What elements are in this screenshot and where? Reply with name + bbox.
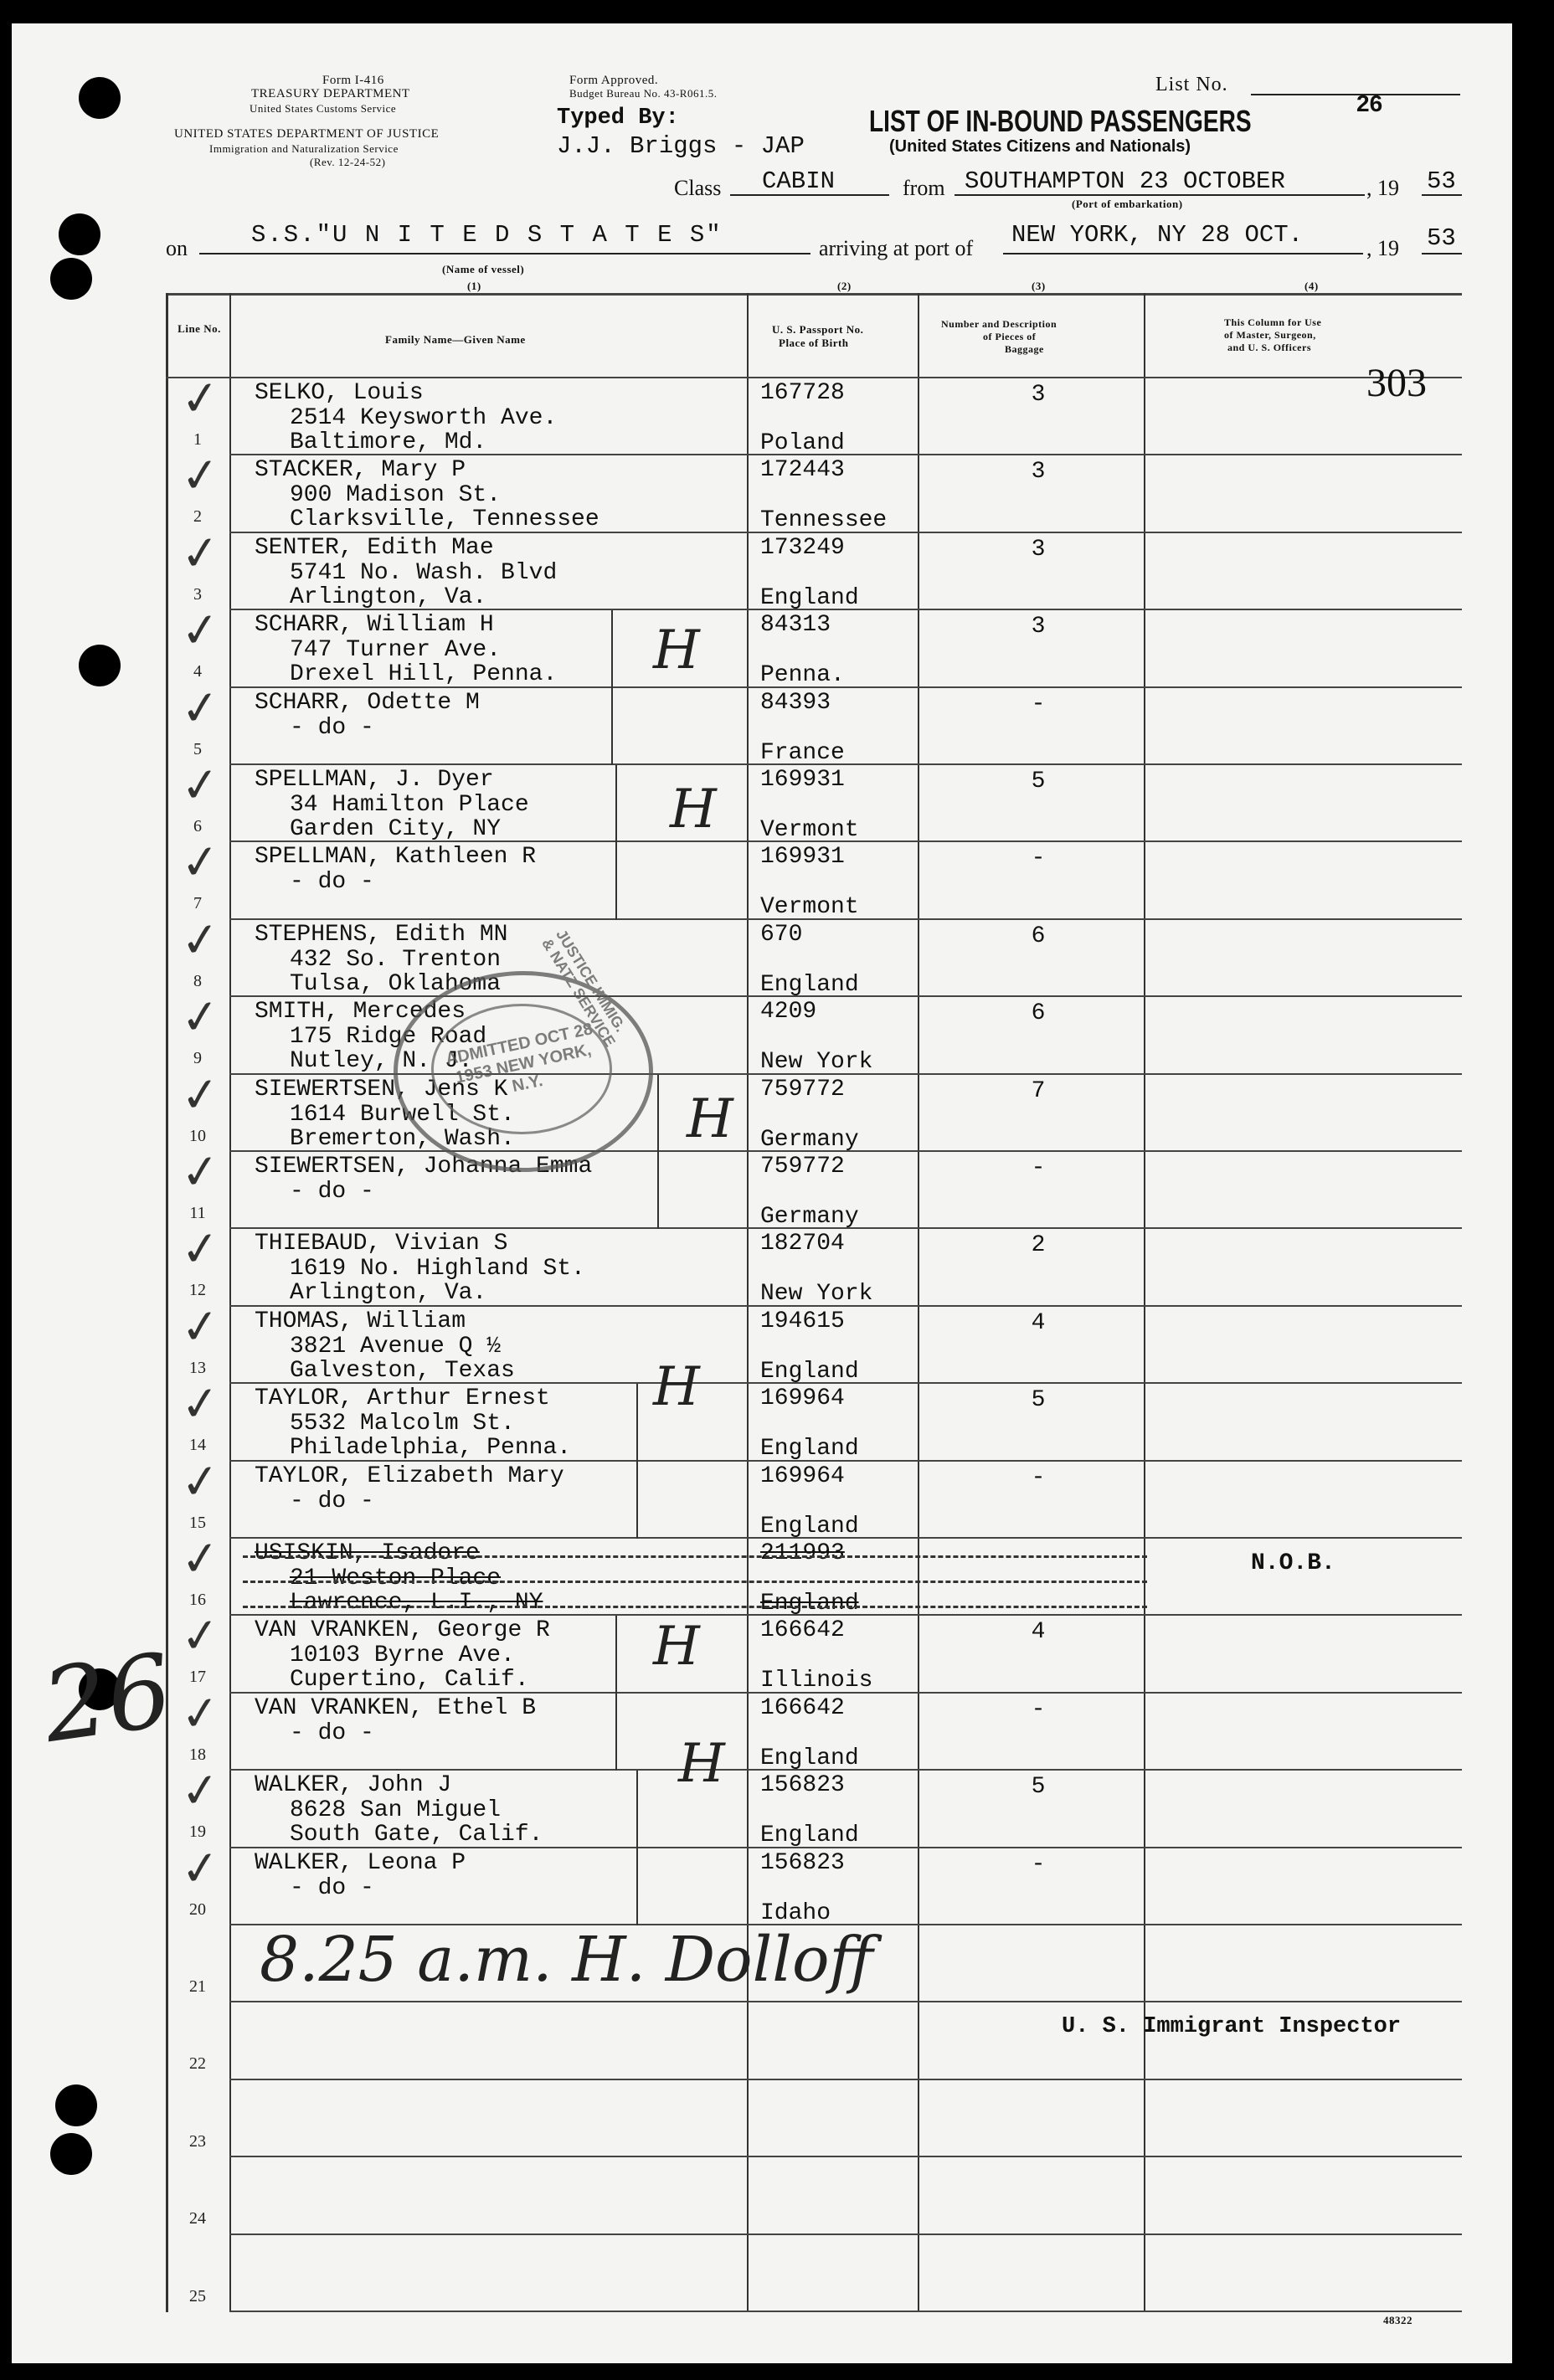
address-line-1: 8628 San Miguel bbox=[290, 1797, 502, 1824]
address-line-1: 747 Turner Ave. bbox=[290, 637, 502, 664]
address-line-1: 1619 No. Highland St. bbox=[290, 1256, 585, 1283]
passport-number: 173249 bbox=[760, 534, 845, 561]
place-of-birth: Vermont bbox=[760, 894, 859, 921]
typed-by: J.J. Briggs - JAP bbox=[557, 132, 805, 160]
address-line-2: Baltimore, Md. bbox=[290, 429, 487, 455]
passenger-name: SMITH, Mercedes bbox=[255, 999, 466, 1026]
address-line-2: Garden City, NY bbox=[290, 816, 502, 842]
checkmark-icon: ✓ bbox=[178, 911, 224, 970]
justice-dept: UNITED STATES DEPARTMENT OF JUSTICE bbox=[174, 127, 440, 141]
place-of-birth: England bbox=[760, 1822, 859, 1849]
checkmark-icon: ✓ bbox=[178, 1529, 224, 1589]
line-number: 19 bbox=[189, 1822, 206, 1842]
line-number: 18 bbox=[189, 1745, 206, 1764]
row-divider bbox=[229, 2156, 1462, 2157]
line-number: 13 bbox=[189, 1358, 206, 1377]
address-line-2: Clarksville, Tennessee bbox=[290, 506, 599, 533]
passport-number: 759772 bbox=[760, 1076, 845, 1103]
place-of-birth: England bbox=[760, 1513, 859, 1540]
margin-mark: 26 bbox=[36, 1632, 179, 1766]
line-number: 10 bbox=[189, 1126, 206, 1145]
line-number: 4 bbox=[193, 662, 202, 681]
from-label: from bbox=[903, 176, 945, 200]
address-line-2: Drexel Hill, Penna. bbox=[290, 661, 558, 688]
passenger-name: WALKER, Leona P bbox=[255, 1849, 466, 1876]
address-line-2: Cupertino, Calif. bbox=[290, 1667, 529, 1694]
passenger-name: USISKIN, Isadore bbox=[255, 1540, 480, 1566]
checkmark-icon: ✓ bbox=[178, 369, 224, 429]
checkmark-icon: ✓ bbox=[178, 756, 224, 815]
family-bracket bbox=[636, 1771, 638, 1925]
checkmark-icon: ✓ bbox=[178, 1839, 224, 1898]
checkmark-icon: ✓ bbox=[178, 679, 224, 738]
class-label: Class bbox=[674, 176, 722, 200]
header-officers-1: This Column for Use bbox=[1224, 316, 1322, 328]
address-line-1: 5532 Malcolm St. bbox=[290, 1411, 515, 1437]
manifest-page bbox=[12, 23, 1512, 2363]
class-value: CABIN bbox=[762, 167, 836, 195]
passport-number: 166642 bbox=[760, 1694, 845, 1721]
passport-number: 84393 bbox=[760, 689, 831, 716]
passenger-name: VAN VRANKEN, George R bbox=[255, 1617, 550, 1644]
passport-number: 156823 bbox=[760, 1849, 845, 1876]
footer-code: 48322 bbox=[1383, 2314, 1412, 2326]
baggage-count: - bbox=[1031, 691, 1046, 717]
address-line-1: - do - bbox=[290, 714, 374, 741]
passport-number: 166642 bbox=[760, 1617, 845, 1644]
line-number: 22 bbox=[189, 2054, 206, 2074]
manifest-subtitle: (United States Citizens and Nationals) bbox=[889, 137, 1191, 156]
family-mark: H bbox=[653, 619, 700, 681]
checkmark-icon: ✓ bbox=[178, 601, 224, 661]
year-prefix-1: , 19 bbox=[1366, 176, 1399, 200]
line-number: 9 bbox=[193, 1049, 202, 1068]
arriving-label: arriving at port of bbox=[819, 236, 974, 260]
passenger-name: STEPHENS, Edith MN bbox=[255, 921, 508, 948]
list-no-underline bbox=[1251, 94, 1460, 95]
address-line-1: - do - bbox=[290, 1719, 374, 1746]
arrival-underline bbox=[1003, 253, 1363, 254]
address-line-1: 900 Madison St. bbox=[290, 482, 502, 509]
year-arrive: 53 bbox=[1427, 224, 1456, 252]
passenger-name: SENTER, Edith Mae bbox=[255, 534, 494, 561]
address-line-2: Philadelphia, Penna. bbox=[290, 1435, 572, 1462]
passport-number: 84313 bbox=[760, 612, 831, 639]
line-number: 15 bbox=[189, 1513, 206, 1532]
passenger-name: SELKO, Louis bbox=[255, 380, 424, 406]
checkmark-icon: ✓ bbox=[178, 447, 224, 506]
col-divider-baggage bbox=[1144, 293, 1145, 2312]
passport-number: 211993 bbox=[760, 1540, 845, 1566]
baggage-count: 4 bbox=[1031, 1619, 1046, 1646]
passenger-name: TAYLOR, Elizabeth Mary bbox=[255, 1462, 564, 1489]
address-line-1: 432 So. Trenton bbox=[290, 946, 502, 973]
binder-hole bbox=[79, 77, 121, 119]
header-baggage-2: of Pieces of bbox=[983, 331, 1037, 342]
ins-service: Immigration and Naturalization Service bbox=[209, 142, 399, 155]
passenger-name: SIEWERTSEN, Johanna Emma bbox=[255, 1154, 593, 1180]
vessel-caption: (Name of vessel) bbox=[442, 263, 525, 275]
address-line-2: South Gate, Calif. bbox=[290, 1822, 543, 1848]
line-number: 12 bbox=[189, 1281, 206, 1300]
checkmark-icon: ✓ bbox=[178, 1761, 224, 1821]
col-divider-passport bbox=[918, 293, 919, 2312]
line-number: 6 bbox=[193, 817, 202, 835]
embark-port: SOUTHAMPTON 23 OCTOBER bbox=[965, 167, 1285, 195]
family-mark: H bbox=[653, 1616, 700, 1678]
address-line-1: 1614 Burwell St. bbox=[290, 1101, 515, 1128]
year-prefix-2: , 19 bbox=[1366, 236, 1399, 260]
checkmark-icon: ✓ bbox=[178, 524, 224, 583]
family-bracket bbox=[615, 1616, 617, 1771]
baggage-count: - bbox=[1031, 1464, 1046, 1491]
address-line-1: - do - bbox=[290, 1488, 374, 1514]
line-number: 3 bbox=[193, 584, 202, 604]
inspector-title: U. S. Immigrant Inspector bbox=[1062, 2014, 1402, 2039]
list-no-label: List No. bbox=[1155, 74, 1228, 95]
form-number: Form I-416 bbox=[322, 74, 384, 87]
line-number: 24 bbox=[189, 2209, 206, 2228]
passenger-name: VAN VRANKEN, Ethel B bbox=[255, 1694, 537, 1721]
checkmark-icon: ✓ bbox=[178, 1607, 224, 1666]
checkmark-icon: ✓ bbox=[178, 1452, 224, 1511]
baggage-count: - bbox=[1031, 1155, 1046, 1181]
address-line-1: 3821 Avenue Q ½ bbox=[290, 1333, 502, 1360]
strike-line bbox=[243, 1606, 1147, 1608]
family-bracket bbox=[611, 610, 613, 765]
baggage-count: 5 bbox=[1031, 1774, 1046, 1801]
place-of-birth: England bbox=[760, 1436, 859, 1462]
on-label: on bbox=[166, 236, 188, 260]
baggage-count: 5 bbox=[1031, 1387, 1046, 1414]
year-underline-2 bbox=[1422, 253, 1462, 254]
baggage-count: 3 bbox=[1031, 382, 1046, 408]
checkmark-icon: ✓ bbox=[178, 1143, 224, 1202]
address-line-1: - do - bbox=[290, 1874, 374, 1901]
row-divider bbox=[229, 763, 1462, 765]
family-mark: H bbox=[653, 1356, 700, 1418]
line-number: 2 bbox=[193, 507, 202, 527]
place-of-birth: England bbox=[760, 1745, 859, 1771]
header-passport: U. S. Passport No. bbox=[772, 323, 864, 336]
line-number: 21 bbox=[189, 1977, 206, 1996]
passenger-name: SCHARR, William H bbox=[255, 612, 494, 639]
family-bracket bbox=[636, 1384, 638, 1539]
header-baggage-3: Baggage bbox=[1005, 343, 1044, 355]
strike-line bbox=[243, 1581, 1147, 1583]
passport-number: 167728 bbox=[760, 380, 845, 406]
address-line-1: 10103 Byrne Ave. bbox=[290, 1642, 515, 1669]
passport-number: 670 bbox=[760, 921, 803, 948]
address-line-2: Lawrence, L.I., NY bbox=[290, 1590, 543, 1616]
place-of-birth: Idaho bbox=[760, 1899, 831, 1926]
passenger-name: SPELLMAN, J. Dyer bbox=[255, 767, 494, 793]
col-num-4: (4) bbox=[1304, 280, 1319, 292]
page-number-stamp: 303 bbox=[1366, 361, 1427, 405]
officer-note: N.O.B. bbox=[1251, 1550, 1335, 1576]
passenger-name: SCHARR, Odette M bbox=[255, 689, 480, 716]
place-of-birth: England bbox=[760, 584, 859, 611]
binder-hole bbox=[55, 2084, 97, 2126]
passenger-name: TAYLOR, Arthur Ernest bbox=[255, 1385, 550, 1412]
baggage-count: 5 bbox=[1031, 768, 1046, 794]
embark-underline bbox=[955, 194, 1365, 196]
place-of-birth: Tennessee bbox=[760, 507, 888, 534]
address-line-1: - do - bbox=[290, 869, 374, 896]
place-of-birth: Germany bbox=[760, 1126, 859, 1153]
address-line-2: Arlington, Va. bbox=[290, 583, 487, 610]
checkmark-icon: ✓ bbox=[178, 1298, 224, 1357]
line-number: 11 bbox=[189, 1204, 206, 1222]
header-line-no: Line No. bbox=[178, 322, 221, 335]
passenger-name: STACKER, Mary P bbox=[255, 457, 466, 484]
line-number: 16 bbox=[189, 1591, 206, 1609]
vessel-underline bbox=[199, 253, 810, 254]
checkmark-icon: ✓ bbox=[178, 1221, 224, 1279]
baggage-count: 3 bbox=[1031, 459, 1046, 486]
admitted-stamp-text: ADMITTED OCT 28 1953 NEW YORK, N.Y. bbox=[444, 1020, 594, 1097]
place-of-birth: Germany bbox=[760, 1204, 859, 1230]
arrival-port: NEW YORK, NY 28 OCT. bbox=[1011, 221, 1304, 249]
binder-hole bbox=[79, 645, 121, 686]
place-of-birth: New York bbox=[760, 1281, 873, 1308]
row-divider bbox=[229, 2001, 1462, 2002]
year-from: 53 bbox=[1427, 167, 1456, 195]
treasury-dept: TREASURY DEPARTMENT bbox=[251, 87, 410, 100]
place-of-birth: Illinois bbox=[760, 1668, 873, 1694]
address-line-1: 2514 Keysworth Ave. bbox=[290, 405, 558, 431]
line-number: 17 bbox=[189, 1668, 206, 1687]
address-line-1: 21 Weston Place bbox=[290, 1565, 502, 1591]
family-bracket bbox=[657, 1075, 659, 1230]
checkmark-icon: ✓ bbox=[178, 1066, 224, 1124]
place-of-birth: France bbox=[760, 739, 845, 766]
line-number: 8 bbox=[193, 971, 202, 990]
baggage-count: 3 bbox=[1031, 614, 1046, 640]
place-of-birth: England bbox=[760, 1358, 859, 1385]
form-approved: Form Approved. bbox=[569, 74, 659, 87]
strike-line bbox=[243, 1555, 1147, 1558]
family-mark: H bbox=[670, 779, 717, 840]
line-number: 5 bbox=[193, 739, 202, 758]
row-divider bbox=[229, 2233, 1462, 2235]
baggage-count: 4 bbox=[1031, 1309, 1046, 1336]
admitted-stamp-ring: JUSTICE IMMIG. & NATZ SERVICE bbox=[538, 926, 630, 1050]
baggage-count: 6 bbox=[1031, 923, 1046, 949]
address-line-2: Arlington, Va. bbox=[290, 1280, 487, 1307]
family-mark: H bbox=[678, 1733, 725, 1795]
header-baggage-1: Number and Description bbox=[941, 318, 1057, 330]
address-line-1: 34 Hamilton Place bbox=[290, 792, 529, 818]
col-num-1: (1) bbox=[467, 280, 481, 292]
checkmark-icon: ✓ bbox=[178, 834, 224, 892]
baggage-count: 2 bbox=[1031, 1232, 1046, 1259]
header-officers-2: of Master, Surgeon, bbox=[1224, 329, 1316, 341]
line-number: 23 bbox=[189, 2131, 206, 2151]
table-top-border bbox=[166, 293, 1462, 296]
place-of-birth: Poland bbox=[760, 430, 845, 456]
line-number: 20 bbox=[189, 1899, 206, 1919]
place-of-birth: Penna. bbox=[760, 662, 845, 689]
address-line-1: - do - bbox=[290, 1179, 374, 1205]
passport-number: 169931 bbox=[760, 767, 845, 793]
passport-number: 194615 bbox=[760, 1308, 845, 1334]
line-number: 1 bbox=[193, 430, 202, 449]
baggage-count: - bbox=[1031, 1696, 1046, 1723]
passport-number: 169964 bbox=[760, 1385, 845, 1412]
baggage-count: 3 bbox=[1031, 536, 1046, 563]
manifest-title: LIST OF IN-BOUND PASSENGERS bbox=[869, 104, 1252, 138]
passport-number: 182704 bbox=[760, 1231, 845, 1257]
baggage-count: 6 bbox=[1031, 1000, 1046, 1027]
header-name: Family Name—Given Name bbox=[385, 333, 526, 346]
checkmark-icon: ✓ bbox=[178, 988, 224, 1047]
passport-number: 4209 bbox=[760, 999, 817, 1026]
binder-hole bbox=[50, 258, 92, 300]
address-line-2: Galveston, Texas bbox=[290, 1357, 515, 1384]
passport-number: 169964 bbox=[760, 1462, 845, 1489]
row-divider bbox=[229, 2079, 1462, 2080]
place-of-birth: England bbox=[760, 1591, 859, 1617]
baggage-count: - bbox=[1031, 846, 1046, 872]
vessel-name: S.S."U N I T E D S T A T E S" bbox=[251, 221, 723, 249]
row-divider bbox=[229, 2311, 1462, 2312]
col-divider-name bbox=[747, 293, 749, 2312]
budget-bureau: Budget Bureau No. 43-R061.5. bbox=[569, 87, 718, 100]
list-no: 26 bbox=[1356, 90, 1383, 116]
binder-hole bbox=[59, 213, 100, 255]
passport-number: 759772 bbox=[760, 1154, 845, 1180]
header-birth: Place of Birth bbox=[779, 337, 849, 349]
line-number: 7 bbox=[193, 894, 202, 913]
typed-by-label: Typed By: bbox=[557, 105, 679, 131]
address-line-2: Bremerton, Wash. bbox=[290, 1125, 515, 1152]
passport-number: 156823 bbox=[760, 1772, 845, 1799]
col-num-3: (3) bbox=[1032, 280, 1046, 292]
customs-service: United States Customs Service bbox=[250, 102, 397, 115]
class-underline bbox=[730, 194, 889, 196]
family-bracket bbox=[615, 765, 617, 920]
address-line-1: 5741 No. Wash. Blvd bbox=[290, 559, 558, 586]
form-revision: (Rev. 12-24-52) bbox=[310, 156, 386, 168]
checkmark-icon: ✓ bbox=[178, 1684, 224, 1744]
address-line-2: Tulsa, Oklahoma bbox=[290, 970, 502, 997]
baggage-count: - bbox=[1031, 1851, 1046, 1878]
passenger-name: THIEBAUD, Vivian S bbox=[255, 1231, 508, 1257]
passport-number: 169931 bbox=[760, 844, 845, 871]
address-line-2: Nutley, N. J. bbox=[290, 1048, 473, 1075]
line-number: 25 bbox=[189, 2286, 206, 2305]
passenger-name: THOMAS, William bbox=[255, 1308, 466, 1334]
place-of-birth: Vermont bbox=[760, 817, 859, 843]
passenger-name: WALKER, John J bbox=[255, 1772, 452, 1799]
family-mark: H bbox=[687, 1088, 733, 1150]
year-underline-1 bbox=[1422, 194, 1462, 196]
place-of-birth: New York bbox=[760, 1049, 873, 1076]
address-line-1: 175 Ridge Road bbox=[290, 1024, 487, 1051]
table-header-bottom bbox=[166, 377, 1462, 378]
col-num-2: (2) bbox=[837, 280, 852, 292]
inspector-signature: 8.25 a.m. H. Dolloff bbox=[260, 1924, 873, 1996]
baggage-count: 7 bbox=[1031, 1077, 1046, 1104]
binder-hole bbox=[50, 2133, 92, 2175]
header-officers-3: and U. S. Officers bbox=[1227, 342, 1311, 353]
passenger-name: SPELLMAN, Kathleen R bbox=[255, 844, 537, 871]
passport-number: 172443 bbox=[760, 457, 845, 484]
checkmark-icon: ✓ bbox=[178, 1375, 224, 1434]
passenger-name: SIEWERTSEN, Jens K bbox=[255, 1076, 508, 1103]
place-of-birth: England bbox=[760, 971, 859, 998]
line-number: 14 bbox=[189, 1436, 206, 1455]
port-embark-caption: (Port of embarkation) bbox=[1072, 198, 1183, 210]
